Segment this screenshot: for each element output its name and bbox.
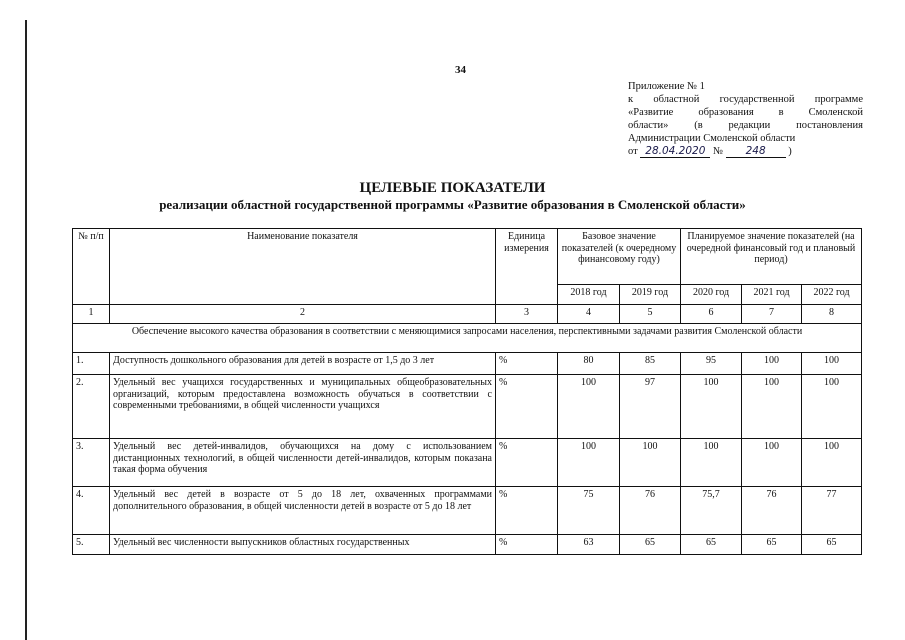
row-value-2021: 100: [742, 439, 802, 487]
row-value-2018: 75: [558, 487, 620, 535]
closing-paren: ): [788, 146, 792, 157]
indicators-table: [72, 228, 862, 555]
page-number: 34: [455, 64, 466, 76]
row-name: Удельный вес численности выпускников областных государственных: [110, 535, 496, 555]
header-base: Базовое значение показателей (к очередному финансовому году): [558, 229, 681, 285]
appendix-line-5: Администрации Смоленской области: [628, 133, 796, 144]
row-unit: %: [496, 439, 558, 487]
row-unit: %: [496, 353, 558, 375]
section-row: [73, 324, 862, 353]
header-year: 2021 год: [742, 285, 802, 305]
appendix-line-1: Приложение № 1: [628, 81, 705, 92]
appendix-line-3: «Развитие образования в Смоленской: [628, 107, 863, 118]
section-heading: Обеспечение высокого качества образования в соответствии с меняющимися запросами населения, перспективными задачами развития Смоленской области: [73, 324, 862, 353]
row-value-2019: 65: [620, 535, 681, 555]
header-row: [73, 229, 862, 285]
table-row: [73, 487, 862, 535]
row-value-2020: 65: [681, 535, 742, 555]
row-num: 4.: [73, 487, 110, 535]
column-number: 2: [110, 305, 496, 324]
header-year: 2018 год: [558, 285, 620, 305]
row-value-2018: 80: [558, 353, 620, 375]
row-value-2018: 63: [558, 535, 620, 555]
document-subtitle: реализации областной государственной программы «Развитие образования в Смоленской области»: [159, 197, 746, 212]
header-planned: Планируемое значение показателей (на очередной финансовый год и плановый период): [681, 229, 862, 285]
handwritten-date: 28.04.2020: [640, 146, 710, 158]
column-number: 7: [742, 305, 802, 324]
row-value-2020: 75,7: [681, 487, 742, 535]
row-value-2020: 100: [681, 439, 742, 487]
table-row: [73, 353, 862, 375]
row-value-2022: 65: [802, 535, 862, 555]
row-value-2019: 85: [620, 353, 681, 375]
row-value-2022: 100: [802, 353, 862, 375]
row-value-2021: 65: [742, 535, 802, 555]
row-value-2022: 100: [802, 439, 862, 487]
column-number: 3: [496, 305, 558, 324]
row-value-2019: 100: [620, 439, 681, 487]
row-unit: %: [496, 487, 558, 535]
row-value-2021: 100: [742, 375, 802, 439]
binding-edge-line: [25, 20, 27, 640]
column-number-row: [73, 305, 862, 324]
header-year: 2022 год: [802, 285, 862, 305]
handwritten-number: 248: [726, 146, 786, 158]
header-num: № п/п: [73, 229, 110, 305]
column-number: 8: [802, 305, 862, 324]
appendix-note: [628, 80, 863, 158]
table-row: [73, 375, 862, 439]
header-year: 2020 год: [681, 285, 742, 305]
number-sign: №: [712, 146, 723, 157]
row-name: Удельный вес детей-инвалидов, обучающихся на дому с использованием дистанционных технологий, в общей численности детей-инвалидов, которым показана такая форма обучения: [110, 439, 496, 487]
row-num: 2.: [73, 375, 110, 439]
row-value-2022: 100: [802, 375, 862, 439]
table-row: [73, 535, 862, 555]
row-value-2019: 76: [620, 487, 681, 535]
appendix-line-2: к областной государственной программе: [628, 94, 863, 105]
column-number: 4: [558, 305, 620, 324]
row-value-2018: 100: [558, 439, 620, 487]
row-value-2022: 77: [802, 487, 862, 535]
row-name: Удельный вес учащихся государственных и муниципальных общеобразовательных организаций, которым предоставлена возможность обучаться в соответствии с современными требованиями, в общей численности учащихся: [110, 375, 496, 439]
row-num: 3.: [73, 439, 110, 487]
row-value-2021: 100: [742, 353, 802, 375]
appendix-date-line: [628, 145, 863, 158]
row-unit: %: [496, 375, 558, 439]
header-year: 2019 год: [620, 285, 681, 305]
column-number: 5: [620, 305, 681, 324]
table-row: [73, 439, 862, 487]
row-num: 1.: [73, 353, 110, 375]
row-value-2018: 100: [558, 375, 620, 439]
row-name: Удельный вес детей в возрасте от 5 до 18 лет, охваченных программами дополнительного образования, в общей численности детей в возрасте от 5 до 18 лет: [110, 487, 496, 535]
document-title: ЦЕЛЕВЫЕ ПОКАЗАТЕЛИ: [359, 180, 546, 196]
row-unit: %: [496, 535, 558, 555]
row-value-2021: 76: [742, 487, 802, 535]
from-prefix: от: [628, 146, 638, 157]
row-num: 5.: [73, 535, 110, 555]
column-number: 1: [73, 305, 110, 324]
row-value-2020: 95: [681, 353, 742, 375]
appendix-line-4: области» (в редакции постановления: [628, 120, 863, 131]
row-name: Доступность дошкольного образования для детей в возрасте от 1,5 до 3 лет: [110, 353, 496, 375]
header-unit: Единица измерения: [496, 229, 558, 305]
column-number: 6: [681, 305, 742, 324]
header-name: Наименование показателя: [110, 229, 496, 305]
row-value-2019: 97: [620, 375, 681, 439]
row-value-2020: 100: [681, 375, 742, 439]
